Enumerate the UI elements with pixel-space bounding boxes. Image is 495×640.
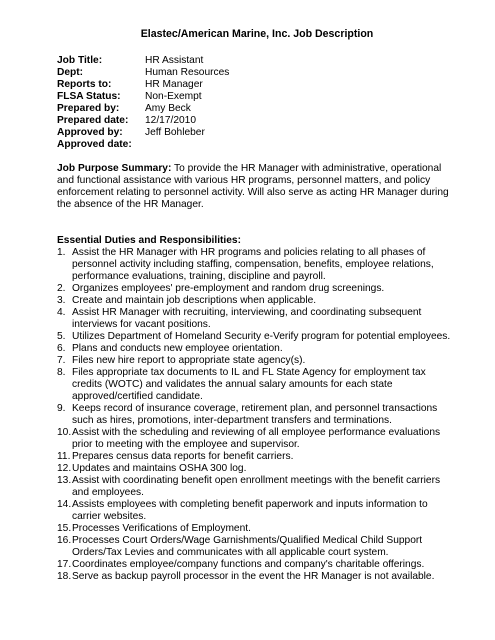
meta-label: Reports to: [57, 79, 112, 90]
meta-label: Dept: [57, 67, 84, 78]
item-text: Prepares census data reports for benefit carriers. [72, 451, 294, 462]
item-text: Assist HR Manager with recruiting, interviewing, and coordinating subsequent interviews for vacant positions. [72, 307, 422, 330]
list-item [57, 283, 457, 295]
list-item [57, 535, 457, 559]
item-text: Coordinates employee/company functions and company's charitable offerings. [72, 559, 425, 570]
list-item [57, 247, 457, 283]
list-item [57, 499, 457, 523]
meta-value: Non-Exempt [145, 91, 202, 102]
list-item [57, 403, 457, 427]
item-number: 14. [57, 499, 72, 510]
item-text: Utilizes Department of Homeland Security e-Verify program for potential employees. [72, 331, 451, 342]
item-number: 11. [57, 451, 71, 462]
meta-row-dept [57, 67, 457, 79]
meta-row-approved-by [57, 127, 457, 139]
item-number: 3. [57, 295, 66, 306]
meta-row-job-title [57, 55, 457, 67]
item-number: 5. [57, 331, 66, 342]
duties-list [57, 247, 457, 583]
meta-row-reports-to [57, 79, 457, 91]
job-meta-table [57, 55, 457, 151]
item-number: 18. [57, 571, 72, 582]
meta-row-prepared-date [57, 115, 457, 127]
item-text: Assist with the scheduling and reviewing of all employee performance evaluations prior to meeting with the employee and supervisor. [72, 427, 441, 450]
item-text: Files new hire report to appropriate state agency(s). [72, 355, 306, 366]
meta-value: 12/17/2010 [145, 115, 196, 126]
document-page [57, 28, 457, 583]
item-number: 1. [57, 247, 66, 258]
item-text: Create and maintain job descriptions when applicable. [72, 295, 317, 306]
meta-label: Approved by: [57, 127, 123, 138]
item-number: 15. [57, 523, 72, 534]
meta-label: FLSA Status: [57, 91, 121, 102]
list-item [57, 475, 457, 499]
item-text: Assists employees with completing benefit paperwork and inputs information to carrier websites. [72, 499, 428, 522]
meta-row-prepared-by [57, 103, 457, 115]
meta-value: HR Manager [145, 79, 203, 90]
item-text: Serve as backup payroll processor in the event the HR Manager is not available. [72, 571, 435, 582]
meta-label: Job Title: [57, 55, 103, 66]
item-number: 12. [57, 463, 72, 474]
list-item [57, 343, 457, 355]
item-number: 6. [57, 343, 66, 354]
meta-label: Approved date: [57, 139, 132, 150]
item-text: Updates and maintains OSHA 300 log. [72, 463, 247, 474]
duties-title: Essential Duties and Responsibilities: [57, 235, 241, 246]
meta-value: Amy Beck [145, 103, 191, 114]
list-item [57, 523, 457, 535]
list-item [57, 331, 457, 343]
item-text: Processes Verifications of Employment. [72, 523, 251, 534]
list-item [57, 571, 457, 583]
item-text: Assist with coordinating benefit open enrollment meetings with the benefit carriers and employees. [72, 475, 441, 498]
item-text: Assist the HR Manager with HR programs and policies relating to all phases of personnel activity including staffing, compensation, benefits, employee relations, performance evaluations, training, discipline and payroll. [72, 247, 434, 282]
item-text: Organizes employees' pre-employment and random drug screenings. [72, 283, 385, 294]
list-item [57, 307, 457, 331]
document-title: Elastec/American Marine, Inc. Job Description [140, 28, 374, 40]
summary-label: Job Purpose Summary: [57, 163, 172, 174]
meta-label: Prepared by: [57, 103, 120, 114]
meta-value: Human Resources [145, 67, 230, 78]
item-text: Processes Court Orders/Wage Garnishments/Qualified Medical Child Support Orders/Tax Levies and communicates with all applicable court system. [72, 535, 423, 558]
item-number: 16. [57, 535, 72, 546]
list-item [57, 295, 457, 307]
item-text: Keeps record of insurance coverage, retirement plan, and personnel transactions such as hires, promotions, inter-department transfers and terminations. [72, 403, 438, 426]
meta-value: HR Assistant [145, 55, 204, 66]
list-item [57, 427, 457, 451]
list-item [57, 367, 457, 403]
item-number: 17. [57, 559, 72, 570]
list-item [57, 355, 457, 367]
item-text: Files appropriate tax documents to IL and FL State Agency for employment tax credits (WOTC) and validates the annual salary amounts for each state approved/certified candidate. [72, 367, 426, 402]
item-text: Plans and conducts new employee orientation. [72, 343, 283, 354]
item-number: 2. [57, 283, 66, 294]
item-number: 13. [57, 475, 72, 486]
summary-text: To provide the HR Manager with administrative, operational and functional assistance with various HR programs, personnel matters, and policy enforcement relating to personnel activity. Will also serve as acting HR Manager during the absence of the HR Manager. [57, 163, 449, 210]
list-item [57, 451, 457, 463]
meta-row-flsa-status [57, 91, 457, 103]
duties-section [57, 235, 457, 583]
list-item [57, 559, 457, 571]
item-number: 10. [57, 427, 72, 438]
item-number: 7. [57, 355, 66, 366]
item-number: 8. [57, 367, 66, 378]
list-item [57, 463, 457, 475]
meta-row-approved-date [57, 139, 457, 151]
job-purpose-summary [57, 163, 457, 211]
meta-value: Jeff Bohleber [145, 127, 205, 138]
item-number: 4. [57, 307, 66, 318]
meta-label: Prepared date: [57, 115, 129, 126]
item-number: 9. [57, 403, 66, 414]
